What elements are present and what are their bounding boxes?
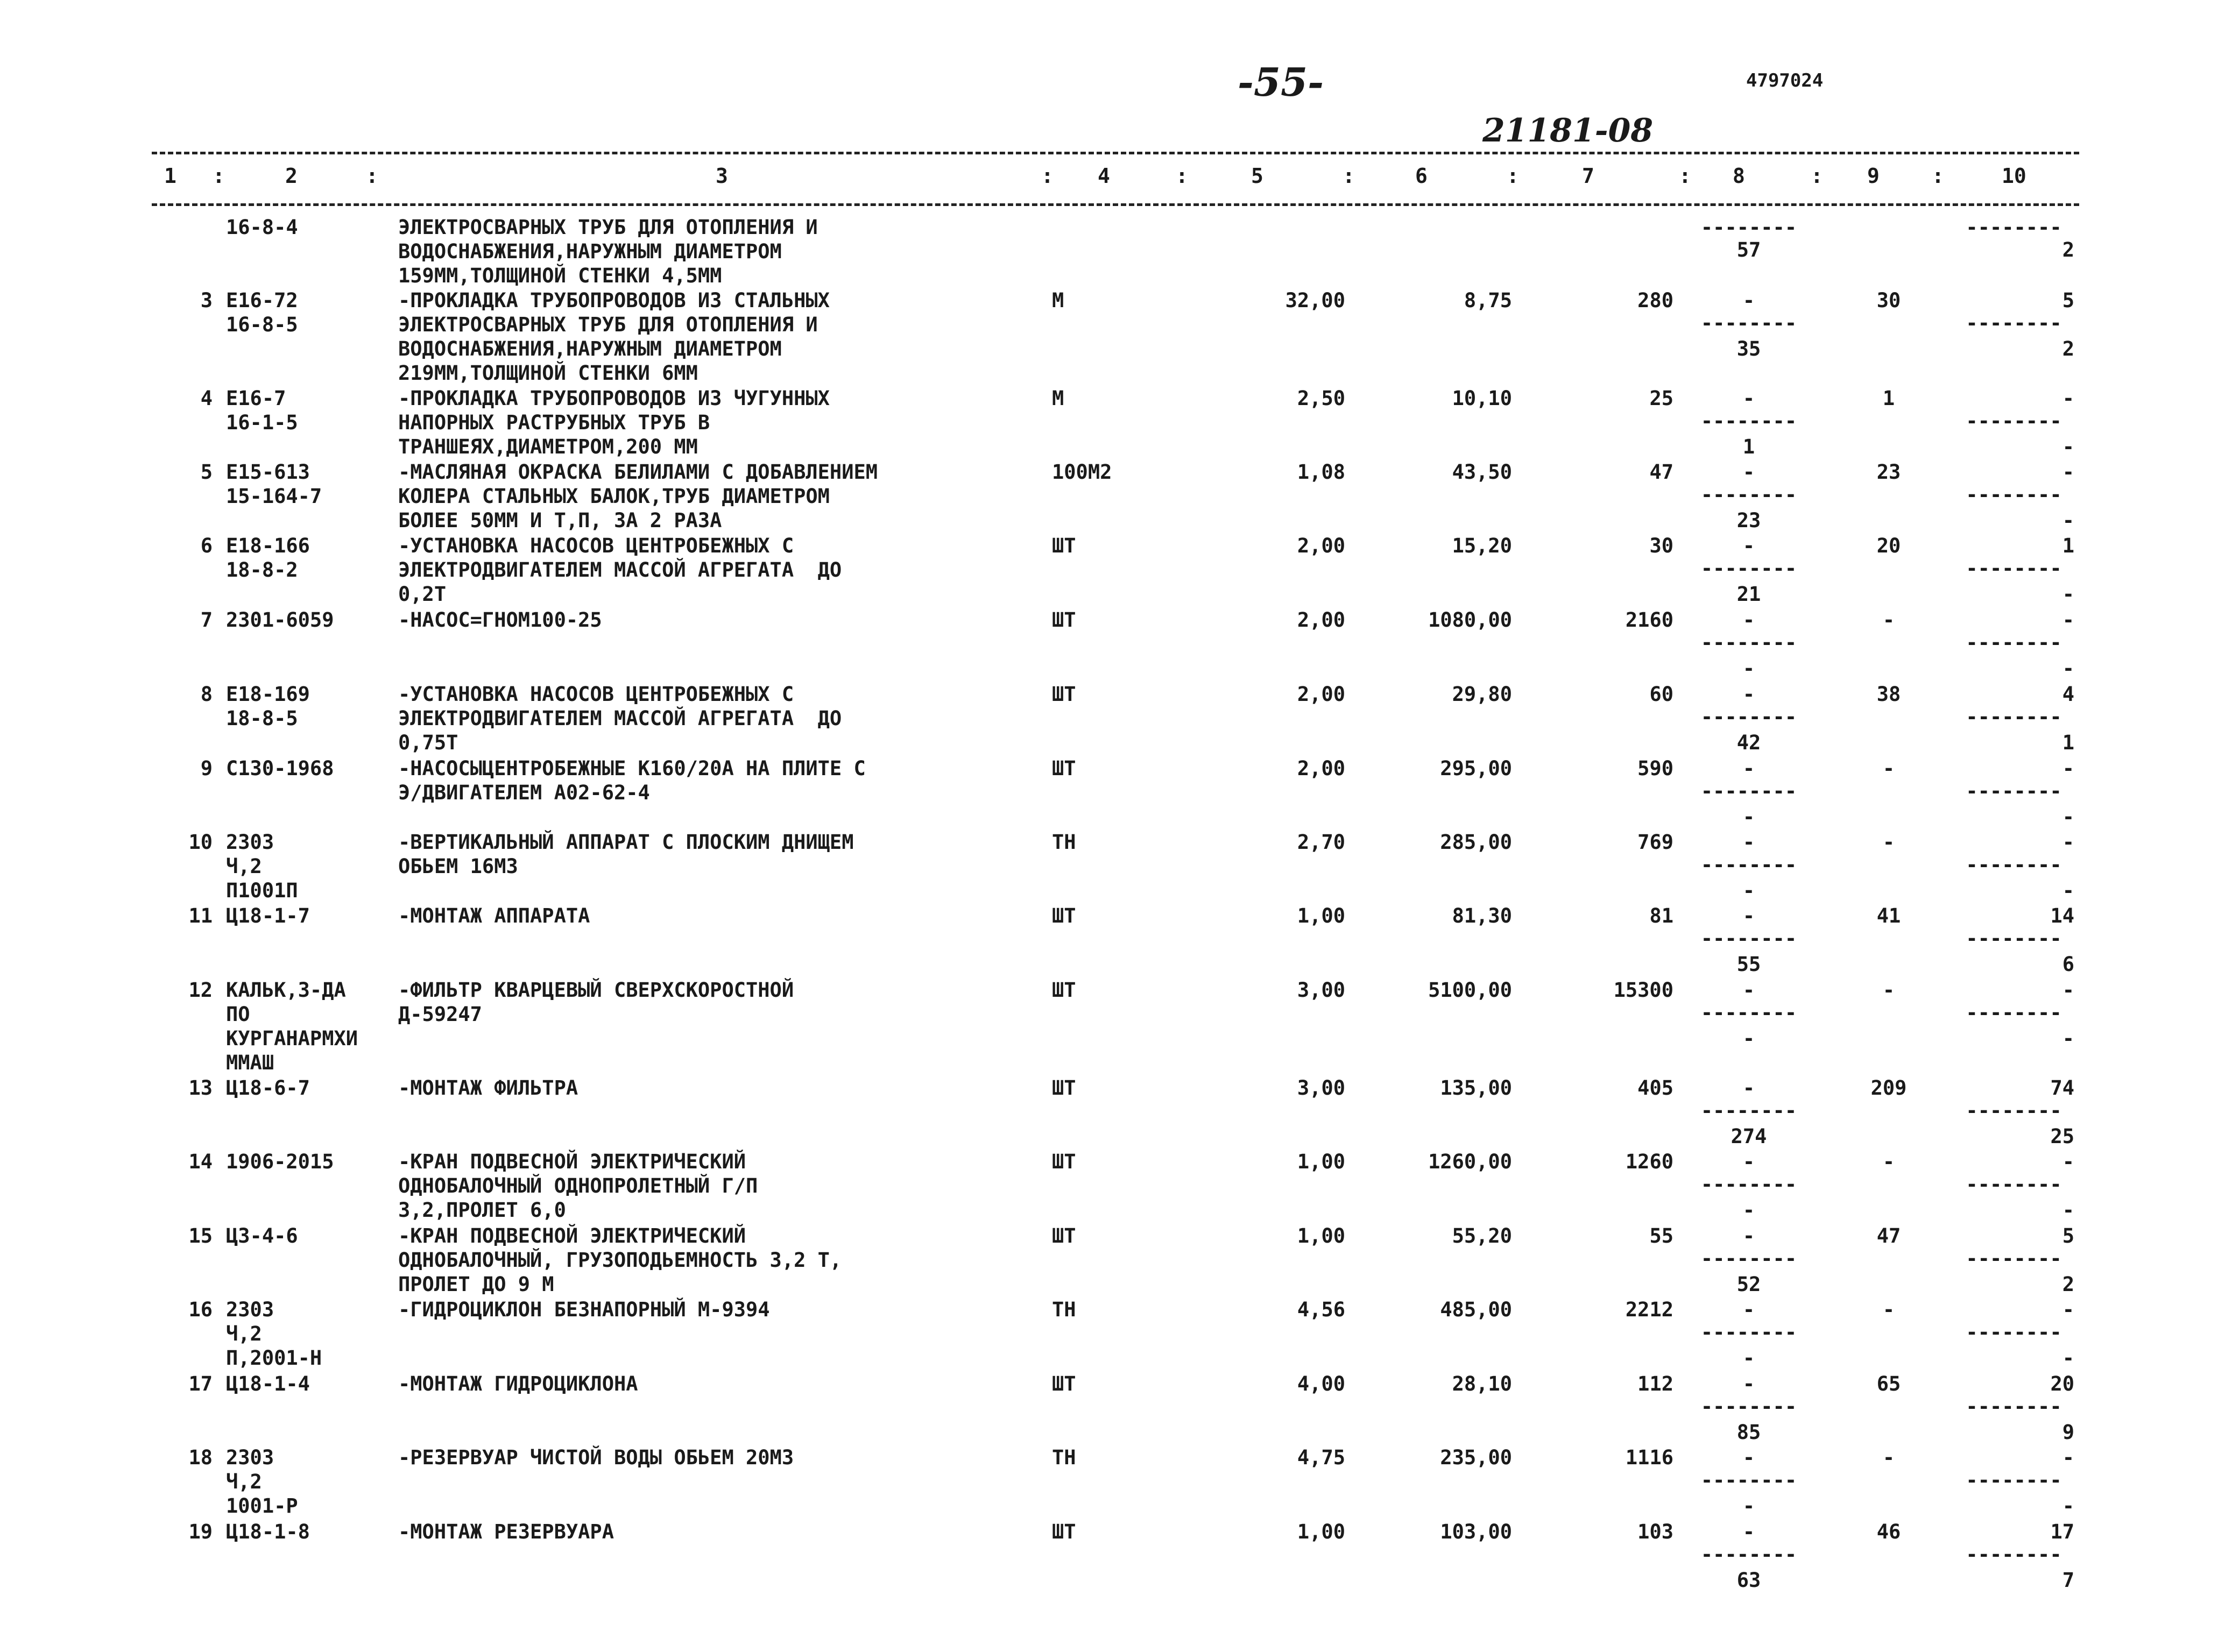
column-number: 2 — [285, 164, 298, 188]
quantity: 4,00 — [1297, 1372, 1345, 1395]
column-10-bottom: 7 — [2062, 1569, 2074, 1592]
unit-price: 103,00 — [1440, 1520, 1512, 1543]
column-8-separator: -------- — [1700, 1001, 1797, 1024]
column-8-separator: -------- — [1700, 853, 1797, 876]
table-top-rule — [152, 152, 2079, 154]
unit: ШТ — [1052, 979, 1076, 1002]
row-number: 10 — [188, 831, 213, 854]
row-number: 5 — [200, 460, 213, 484]
column-8-separator: -------- — [1700, 409, 1797, 433]
column-9-value: - — [1882, 757, 1895, 780]
column-10-separator: -------- — [1966, 1469, 2062, 1492]
column-10-top: 5 — [2062, 289, 2074, 312]
column-10-top: - — [2062, 979, 2074, 1002]
column-number: : — [1811, 164, 1823, 188]
total-cost: 55 — [1649, 1224, 1673, 1247]
column-number: 10 — [2002, 164, 2026, 188]
work-description: -РЕЗЕРВУАР ЧИСТОЙ ВОДЫ ОБЬЕМ 20М3 — [398, 1446, 794, 1469]
column-8-top: - — [1742, 387, 1755, 410]
column-10-top: 20 — [2050, 1372, 2074, 1395]
column-8-bottom: 21 — [1736, 583, 1761, 606]
column-8-separator: -------- — [1700, 557, 1797, 580]
column-8-bottom: - — [1742, 805, 1755, 828]
column-8-top: - — [1742, 1298, 1755, 1321]
column-number: 7 — [1582, 164, 1594, 188]
column-8-separator: -------- — [1700, 927, 1797, 950]
work-description: -КРАН ПОДВЕСНОЙ ЭЛЕКТРИЧЕСКИЙ ОДНОБАЛОЧНЫЙ ОДНОПРОЛЕТНЫЙ Г/П 3,2,ПРОЛЕТ 6,0 — [398, 1150, 758, 1222]
unit-price: 1260,00 — [1428, 1150, 1512, 1173]
column-8-bottom: 274 — [1730, 1125, 1767, 1148]
column-8-top: - — [1742, 1446, 1755, 1469]
column-8-top: - — [1742, 1224, 1755, 1247]
quantity: 1,00 — [1297, 904, 1345, 927]
column-10-bottom: 2 — [2062, 238, 2074, 261]
column-10-top: - — [2062, 387, 2074, 410]
column-10-separator: -------- — [1966, 1543, 2062, 1566]
rate-code: Е18-169 18-8-5 — [226, 683, 310, 730]
total-cost: 1116 — [1625, 1446, 1673, 1469]
column-number-header — [0, 164, 2225, 196]
total-cost: 15300 — [1613, 979, 1673, 1002]
work-description: -ВЕРТИКАЛЬНЫЙ АППАРАТ С ПЛОСКИМ ДНИЩЕМ ОБЬЕМ 16М3 — [398, 831, 854, 878]
quantity: 2,00 — [1297, 757, 1345, 780]
column-number: 8 — [1733, 164, 1745, 188]
column-9-value: 1 — [1882, 387, 1895, 410]
unit: ШТ — [1052, 683, 1076, 706]
column-9-value: 20 — [1876, 534, 1901, 557]
row-number: 11 — [188, 904, 213, 927]
column-8-separator: -------- — [1700, 1469, 1797, 1492]
column-10-separator: -------- — [1966, 483, 2062, 506]
column-10-top: - — [2062, 608, 2074, 632]
column-9-value: 209 — [1870, 1076, 1907, 1100]
column-8-top: - — [1742, 979, 1755, 1002]
rate-code: С130-1968 — [226, 757, 334, 780]
column-8-separator: -------- — [1700, 216, 1797, 239]
column-10-bottom: - — [2062, 1027, 2074, 1050]
column-8-bottom: - — [1742, 1199, 1755, 1222]
row-number: 8 — [200, 683, 213, 706]
column-8-bottom: 23 — [1736, 509, 1761, 532]
rate-code: 2303 Ч,2 П1001П — [226, 831, 298, 902]
column-10-separator: -------- — [1966, 1395, 2062, 1418]
column-10-separator: -------- — [1966, 1099, 2062, 1122]
column-number: : — [366, 164, 378, 188]
unit-price: 10,10 — [1452, 387, 1512, 410]
total-cost: 81 — [1649, 904, 1673, 927]
quantity: 2,00 — [1297, 608, 1345, 632]
column-8-bottom: - — [1742, 1494, 1755, 1518]
column-8-separator: -------- — [1700, 1099, 1797, 1122]
column-8-separator: -------- — [1700, 1321, 1797, 1344]
column-10-bottom: - — [2062, 583, 2074, 606]
column-10-top: - — [2062, 1150, 2074, 1173]
column-8-bottom: 42 — [1736, 731, 1761, 754]
row-number: 16 — [188, 1298, 213, 1321]
column-8-top: - — [1742, 904, 1755, 927]
column-8-separator: -------- — [1700, 705, 1797, 728]
column-8-cell — [1690, 978, 1808, 1086]
total-cost: 112 — [1637, 1372, 1673, 1395]
unit: ШТ — [1052, 1224, 1076, 1247]
work-description: ЭЛЕКТРОСВАРНЫХ ТРУБ ДЛЯ ОТОПЛЕНИЯ И ВОДОСНАБЖЕНИЯ,НАРУЖНЫМ ДИАМЕТРОМ 159ММ,ТОЛЩИНОЙ СТЕНКИ 4,5ММ — [398, 216, 818, 287]
column-9-value: - — [1882, 1446, 1895, 1469]
rate-code: Е18-166 18-8-2 — [226, 534, 310, 582]
column-8-top: - — [1742, 608, 1755, 632]
row-number: 6 — [200, 534, 213, 557]
column-10-cell — [1953, 1520, 2074, 1627]
column-10-top: 1 — [2062, 534, 2074, 557]
column-10-separator: -------- — [1966, 631, 2062, 654]
column-10-top: - — [2062, 831, 2074, 854]
column-8-bottom: 55 — [1736, 953, 1761, 976]
column-10-separator: -------- — [1966, 409, 2062, 433]
column-8-top: - — [1742, 1372, 1755, 1395]
column-number: 4 — [1098, 164, 1110, 188]
column-10-separator: -------- — [1966, 779, 2062, 803]
work-description: -МАСЛЯНАЯ ОКРАСКА БЕЛИЛАМИ С ДОБАВЛЕНИЕМ КОЛЕРА СТАЛЬНЫХ БАЛОК,ТРУБ ДИАМЕТРОМ БОЛЕЕ 50ММ И Т,П, ЗА 2 РАЗА — [398, 460, 878, 532]
column-9-value: 47 — [1876, 1224, 1901, 1247]
row-number: 15 — [188, 1224, 213, 1247]
column-10-cell — [1953, 978, 2074, 1086]
column-8-top: - — [1742, 831, 1755, 854]
column-9-value: 46 — [1876, 1520, 1901, 1543]
work-description: -ПРОКЛАДКА ТРУБОПРОВОДОВ ИЗ ЧУГУННЫХ НАПОРНЫХ РАСТРУБНЫХ ТРУБ В ТРАНШЕЯХ,ДИАМЕТРОМ,200 ММ — [398, 387, 830, 458]
unit-price: 15,20 — [1452, 534, 1512, 557]
total-cost: 2160 — [1625, 608, 1673, 632]
unit-price: 29,80 — [1452, 683, 1512, 706]
column-number: 1 — [164, 164, 176, 188]
column-9-value: 23 — [1876, 460, 1901, 484]
work-description: -ПРОКЛАДКА ТРУБОПРОВОДОВ ИЗ СТАЛЬНЫХ ЭЛЕКТРОСВАРНЫХ ТРУБ ДЛЯ ОТОПЛЕНИЯ И ВОДОСНАБЖЕНИЯ,НАРУЖНЫМ ДИАМЕТРОМ 219ММ,ТОЛЩИНОЙ СТЕНКИ 6ММ — [398, 289, 830, 385]
column-9-value: - — [1882, 1298, 1895, 1321]
unit: ШТ — [1052, 904, 1076, 927]
column-10-bottom: - — [2062, 805, 2074, 828]
column-8-bottom: - — [1742, 1027, 1755, 1050]
rate-code: Ц3-4-6 — [226, 1224, 298, 1247]
column-number: 5 — [1251, 164, 1263, 188]
row-number: 4 — [200, 387, 213, 410]
column-10-separator: -------- — [1966, 311, 2062, 335]
total-cost: 103 — [1637, 1520, 1673, 1543]
rate-code: Ц18-1-4 — [226, 1372, 310, 1395]
column-10-bottom: 1 — [2062, 731, 2074, 754]
column-10-separator: -------- — [1966, 216, 2062, 239]
unit: М — [1052, 387, 1064, 410]
rate-code: Е16-7 16-1-5 — [226, 387, 298, 434]
column-8-top: - — [1742, 757, 1755, 780]
column-9-value: - — [1882, 608, 1895, 632]
unit-price: 295,00 — [1440, 757, 1512, 780]
column-9-value: - — [1882, 979, 1895, 1002]
column-8-bottom: 35 — [1736, 337, 1761, 360]
column-10-top: 5 — [2062, 1224, 2074, 1247]
column-10-top: - — [2062, 460, 2074, 484]
column-10-top: - — [2062, 757, 2074, 780]
unit: ШТ — [1052, 757, 1076, 780]
column-8-top: - — [1742, 289, 1755, 312]
column-10-separator: -------- — [1966, 1321, 2062, 1344]
unit: ШТ — [1052, 1520, 1076, 1543]
row-number: 3 — [200, 289, 213, 312]
rate-code: 1906-2015 — [226, 1150, 334, 1173]
column-8-separator: -------- — [1700, 483, 1797, 506]
column-8-separator: -------- — [1700, 311, 1797, 335]
quantity: 1,00 — [1297, 1150, 1345, 1173]
unit: ШТ — [1052, 608, 1076, 632]
rate-code: 2301-6059 — [226, 608, 334, 632]
unit: ТН — [1052, 831, 1076, 854]
quantity: 1,00 — [1297, 1520, 1345, 1543]
work-description: -КРАН ПОДВЕСНОЙ ЭЛЕКТРИЧЕСКИЙ ОДНОБАЛОЧНЫЙ, ГРУЗОПОДЬЕМНОСТЬ 3,2 Т, ПРОЛЕТ ДО 9 М — [398, 1224, 842, 1296]
total-cost: 47 — [1649, 460, 1673, 484]
column-8-bottom: 57 — [1736, 238, 1761, 261]
total-cost: 280 — [1637, 289, 1673, 312]
rate-code: 2303 Ч,2 1001-Р — [226, 1446, 298, 1518]
column-number: : — [1041, 164, 1054, 188]
unit-price: 135,00 — [1440, 1076, 1512, 1100]
unit: ШТ — [1052, 1076, 1076, 1100]
column-8-separator: -------- — [1700, 1395, 1797, 1418]
header-bottom-rule — [152, 203, 2079, 206]
unit-price: 43,50 — [1452, 460, 1512, 484]
column-8-top: - — [1742, 460, 1755, 484]
column-10-bottom: 9 — [2062, 1421, 2074, 1444]
unit-price: 5100,00 — [1428, 979, 1512, 1002]
row-number: 17 — [188, 1372, 213, 1395]
total-cost: 60 — [1649, 683, 1673, 706]
column-8-separator: -------- — [1700, 1247, 1797, 1270]
unit: ТН — [1052, 1446, 1076, 1469]
rate-code: Ц18-1-7 — [226, 904, 310, 927]
unit: ШТ — [1052, 1372, 1076, 1395]
column-9-value: 65 — [1876, 1372, 1901, 1395]
column-10-separator: -------- — [1966, 853, 2062, 876]
column-10-top: - — [2062, 1298, 2074, 1321]
rate-code: КАЛЬК,З-ДА ПО КУРГАНАРМХИ ММАШ — [226, 979, 358, 1074]
column-10-bottom: 6 — [2062, 953, 2074, 976]
column-10-bottom: - — [2062, 509, 2074, 532]
column-10-top: - — [2062, 1446, 2074, 1469]
unit-price: 1080,00 — [1428, 608, 1512, 632]
quantity: 1,08 — [1297, 460, 1345, 484]
unit-price: 55,20 — [1452, 1224, 1512, 1247]
work-description: -ГИДРОЦИКЛОН БЕЗНАПОРНЫЙ М-9394 — [398, 1298, 770, 1321]
column-9-value: - — [1882, 1150, 1895, 1173]
row-number: 9 — [200, 757, 213, 780]
column-8-separator: -------- — [1700, 1543, 1797, 1566]
work-description: -МОНТАЖ ГИДРОЦИКЛОНА — [398, 1372, 638, 1395]
row-number: 19 — [188, 1520, 213, 1543]
column-10-bottom: 2 — [2062, 1273, 2074, 1296]
row-number: 14 — [188, 1150, 213, 1173]
column-10-top: 74 — [2050, 1076, 2074, 1100]
column-number: 6 — [1415, 164, 1428, 188]
page-number: -55- — [1238, 59, 1324, 105]
quantity: 3,00 — [1297, 1076, 1345, 1100]
column-number: 3 — [716, 164, 728, 188]
column-10-bottom: 2 — [2062, 337, 2074, 360]
column-10-separator: -------- — [1966, 1247, 2062, 1270]
work-description: -НАСОС=ГНОМ100-25 — [398, 608, 602, 632]
unit-price: 28,10 — [1452, 1372, 1512, 1395]
work-description: -НАСОСЫЦЕНТРОБЕЖНЫЕ К160/20А НА ПЛИТЕ С Э/ДВИГАТЕЛЕМ А02-62-4 — [398, 757, 866, 804]
total-cost: 25 — [1649, 387, 1673, 410]
column-10-bottom: - — [2062, 1346, 2074, 1370]
column-number: : — [1343, 164, 1355, 188]
quantity: 4,75 — [1297, 1446, 1345, 1469]
document-number: 21181-08 — [1482, 112, 1654, 150]
column-number: : — [1679, 164, 1691, 188]
column-number: : — [213, 164, 225, 188]
column-8-cell — [1690, 288, 1808, 396]
unit: ШТ — [1052, 534, 1076, 557]
rate-code: 16-8-4 — [226, 216, 298, 239]
column-8-bottom: 85 — [1736, 1421, 1761, 1444]
column-number: : — [1932, 164, 1944, 188]
column-10-bottom: 25 — [2050, 1125, 2074, 1148]
column-10-top: 4 — [2062, 683, 2074, 706]
column-10-bottom: - — [2062, 1494, 2074, 1518]
rate-code: Е15-613 15-164-7 — [226, 460, 322, 508]
column-10-top: 14 — [2050, 904, 2074, 927]
column-8-bottom: - — [1742, 657, 1755, 680]
column-9-value: 41 — [1876, 904, 1901, 927]
column-8-bottom: 1 — [1742, 435, 1755, 458]
work-description: -МОНТАЖ РЕЗЕРВУАРА — [398, 1520, 614, 1543]
column-8-bottom: 63 — [1736, 1569, 1761, 1592]
unit-price: 485,00 — [1440, 1298, 1512, 1321]
unit-price: 81,30 — [1452, 904, 1512, 927]
column-8-separator: -------- — [1700, 1173, 1797, 1196]
quantity: 2,00 — [1297, 683, 1345, 706]
quantity: 2,70 — [1297, 831, 1345, 854]
column-number: 9 — [1867, 164, 1880, 188]
quantity: 1,00 — [1297, 1224, 1345, 1247]
unit: М — [1052, 289, 1064, 312]
column-8-bottom: - — [1742, 879, 1755, 902]
work-description: -УСТАНОВКА НАСОСОВ ЦЕНТРОБЕЖНЫХ С ЭЛЕКТРОДВИГАТЕЛЕМ МАССОЙ АГРЕГАТА ДО 0,75Т — [398, 683, 842, 754]
column-10-separator: -------- — [1966, 557, 2062, 580]
total-cost: 30 — [1649, 534, 1673, 557]
row-number: 13 — [188, 1076, 213, 1100]
unit: 100М2 — [1052, 460, 1112, 484]
column-10-bottom: - — [2062, 435, 2074, 458]
total-cost: 590 — [1637, 757, 1673, 780]
column-8-separator: -------- — [1700, 779, 1797, 803]
column-number: : — [1176, 164, 1188, 188]
column-8-top: - — [1742, 1520, 1755, 1543]
row-number: 7 — [200, 608, 213, 632]
column-8-top: - — [1742, 683, 1755, 706]
quantity: 32,00 — [1285, 289, 1345, 312]
rate-code: Ц18-6-7 — [226, 1076, 310, 1100]
column-9-value: 38 — [1876, 683, 1901, 706]
row-number: 18 — [188, 1446, 213, 1469]
column-10-separator: -------- — [1966, 705, 2062, 728]
column-10-bottom: - — [2062, 657, 2074, 680]
document-code: 4797024 — [1746, 70, 1824, 91]
work-description: -МОНТАЖ АППАРАТА — [398, 904, 590, 927]
row-number: 12 — [188, 979, 213, 1002]
quantity: 4,56 — [1297, 1298, 1345, 1321]
column-9-value: - — [1882, 831, 1895, 854]
column-8-cell — [1690, 1520, 1808, 1627]
total-cost: 405 — [1637, 1076, 1673, 1100]
quantity: 2,50 — [1297, 387, 1345, 410]
unit: ШТ — [1052, 1150, 1076, 1173]
column-8-top: - — [1742, 1076, 1755, 1100]
quantity: 2,00 — [1297, 534, 1345, 557]
rate-code: Е16-72 16-8-5 — [226, 289, 298, 336]
column-10-cell — [1953, 288, 2074, 396]
unit-price: 235,00 — [1440, 1446, 1512, 1469]
column-10-top: 17 — [2050, 1520, 2074, 1543]
column-10-separator: -------- — [1966, 927, 2062, 950]
column-10-bottom: - — [2062, 879, 2074, 902]
quantity: 3,00 — [1297, 979, 1345, 1002]
column-8-top: - — [1742, 534, 1755, 557]
total-cost: 1260 — [1625, 1150, 1673, 1173]
total-cost: 2212 — [1625, 1298, 1673, 1321]
column-10-separator: -------- — [1966, 1173, 2062, 1196]
work-description: -МОНТАЖ ФИЛЬТРА — [398, 1076, 578, 1100]
rate-code: Ц18-1-8 — [226, 1520, 310, 1543]
work-description: -ФИЛЬТР КВАРЦЕВЫЙ СВЕРХСКОРОСТНОЙ Д-59247 — [398, 979, 794, 1026]
unit: ТН — [1052, 1298, 1076, 1321]
column-number: : — [1507, 164, 1519, 188]
column-9-value: 30 — [1876, 289, 1901, 312]
rate-code: 2303 Ч,2 П,2001-Н — [226, 1298, 322, 1370]
unit-price: 8,75 — [1464, 289, 1512, 312]
unit-price: 285,00 — [1440, 831, 1512, 854]
column-8-separator: -------- — [1700, 631, 1797, 654]
column-8-bottom: 52 — [1736, 1273, 1761, 1296]
column-10-separator: -------- — [1966, 1001, 2062, 1024]
column-8-bottom: - — [1742, 1346, 1755, 1370]
work-description: -УСТАНОВКА НАСОСОВ ЦЕНТРОБЕЖНЫХ С ЭЛЕКТРОДВИГАТЕЛЕМ МАССОЙ АГРЕГАТА ДО 0,2Т — [398, 534, 842, 606]
column-10-bottom: - — [2062, 1199, 2074, 1222]
total-cost: 769 — [1637, 831, 1673, 854]
column-8-top: - — [1742, 1150, 1755, 1173]
